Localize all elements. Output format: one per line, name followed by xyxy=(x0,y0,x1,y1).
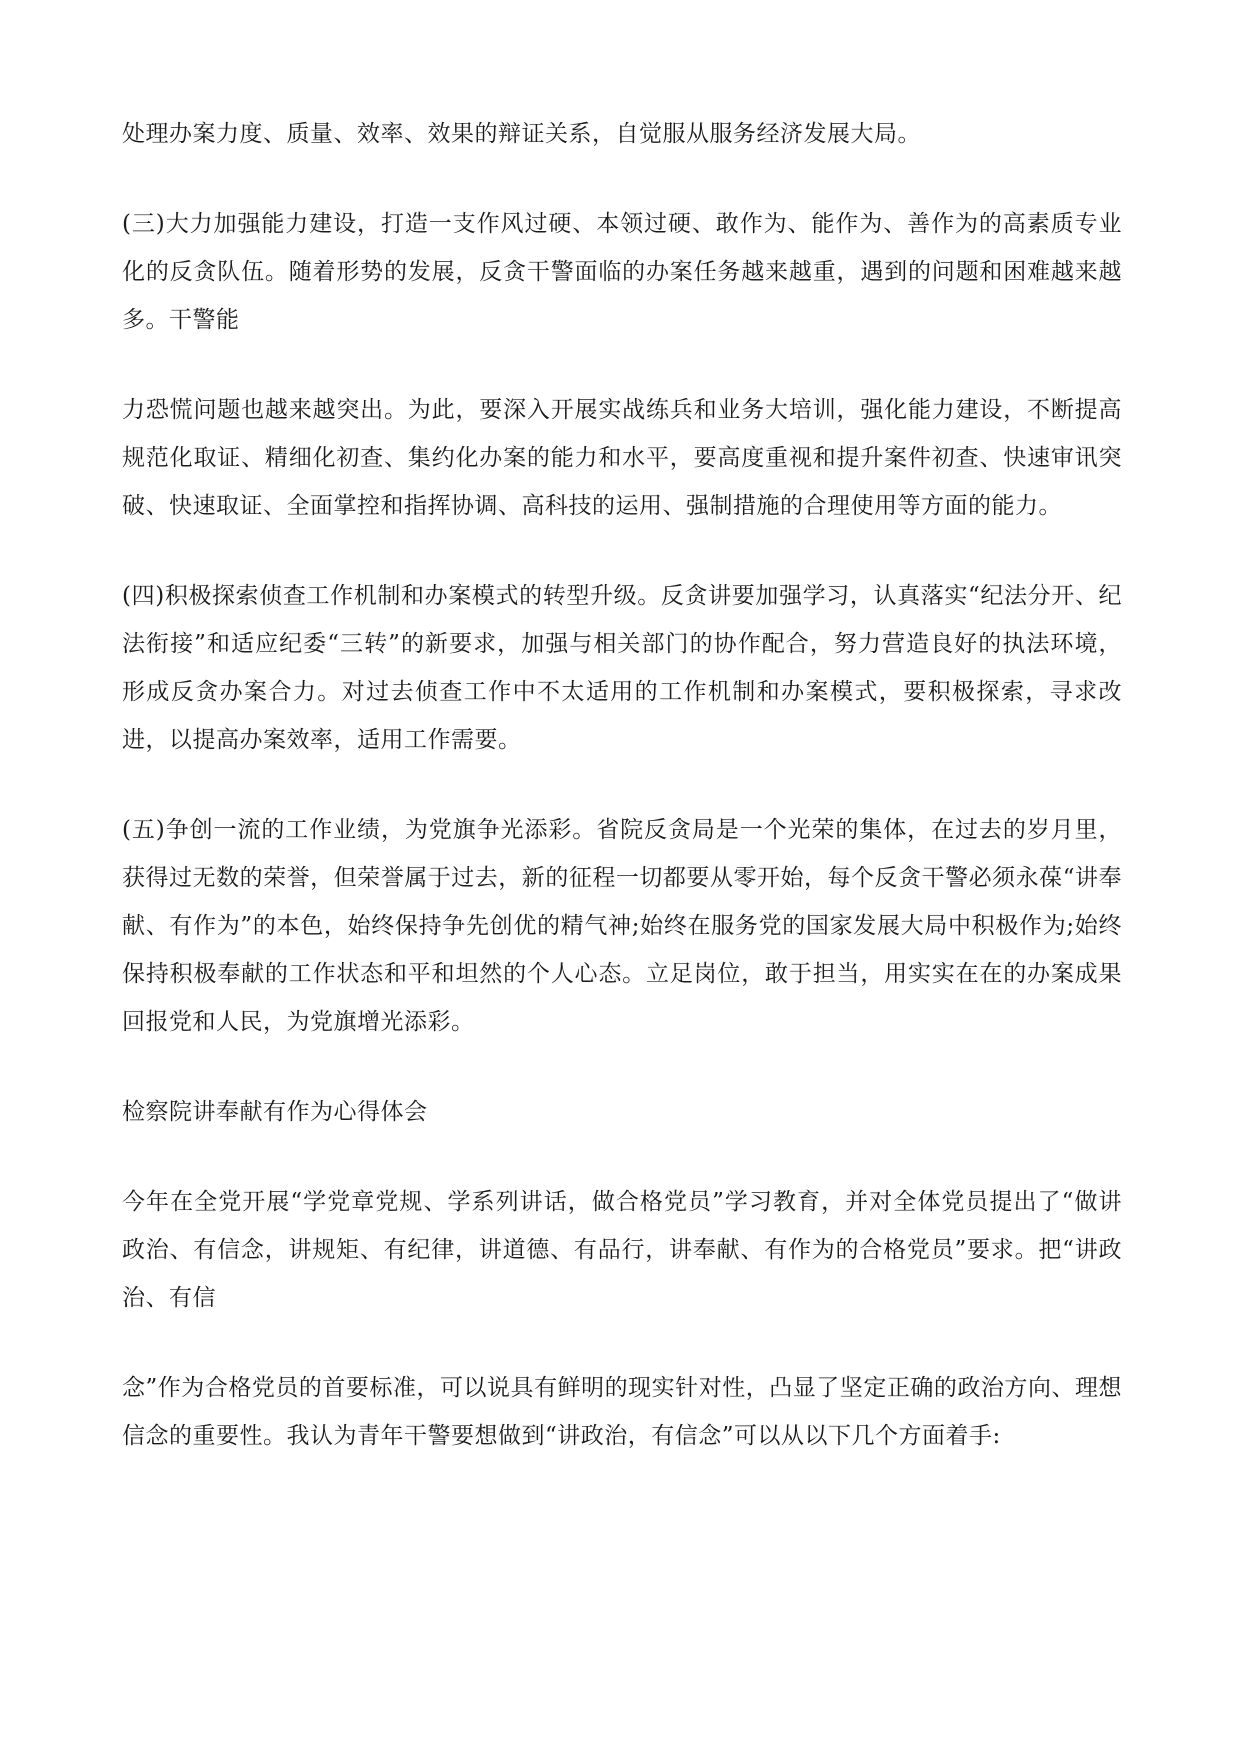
paragraph-intro: 今年在全党开展“学党章党规、学系列讲话，做合格党员”学习教育，并对全体党员提出了“做讲政治、有信念，讲规矩、有纪律，讲道德、有品行，讲奉献、有作为的合格党员”要求。把“讲政治、有信 xyxy=(122,1189,1122,1311)
paragraph-section-4: (四)积极探索侦查工作机制和办案模式的转型升级。反贪讲要加强学习，认真落实“纪法分开、纪法衔接”和适应纪委“三转”的新要求，加强与相关部门的协作配合，努力营造良好的执法环境，形成反贪办案合力。对过去侦查工作中不太适用的工作机制和办案模式，要积极探索，寻求改进，以提高办案效率，适用工作需要。 xyxy=(122,583,1122,753)
paragraph-section-3: (三)大力加强能力建设，打造一支作风过硬、本领过硬、敢作为、能作为、善作为的高素质专业化的反贪队伍。随着形势的发展，反贪干警面临的办案任务越来越重，遇到的问题和困难越来越多。干警能 xyxy=(122,211,1122,333)
paragraph-continuation: 处理办案力度、质量、效率、效果的辩证关系，自觉服从服务经济发展大局。 xyxy=(122,121,921,147)
paragraph-section-3-continued: 力恐慌问题也越来越突出。为此，要深入开展实战练兵和业务大培训，强化能力建设，不断提高规范化取证、精细化初查、集约化办案的能力和水平，要高度重视和提升案件初查、快速审讯突破、快速取证、全面掌控和指挥协调、高科技的运用、强制措施的合理使用等方面的能力。 xyxy=(122,397,1122,519)
paragraph-intro-continued: 念”作为合格党员的首要标准，可以说具有鲜明的现实针对性，凸显了坚定正确的政治方向、理想信念的重要性。我认为青年干警要想做到“讲政治，有信念”可以从以下几个方面着手: xyxy=(122,1375,1122,1449)
document-page xyxy=(122,110,1122,1502)
paragraph-section-5: (五)争创一流的工作业绩，为党旗争光添彩。省院反贪局是一个光荣的集体，在过去的岁月里，获得过无数的荣誉，但荣誉属于过去，新的征程一切都要从零开始，每个反贪干警必须永葆“讲奉献、有作为”的本色，始终保持争先创优的精气神;始终在服务党的国家发展大局中积极作为;始终保持积极奉献的工作状态和平和坦然的个人心态。立足岗位，敢于担当，用实实在在的办案成果回报党和人民，为党旗增光添彩。 xyxy=(122,817,1122,1035)
section-title: 检察院讲奉献有作为心得体会 xyxy=(122,1099,428,1125)
